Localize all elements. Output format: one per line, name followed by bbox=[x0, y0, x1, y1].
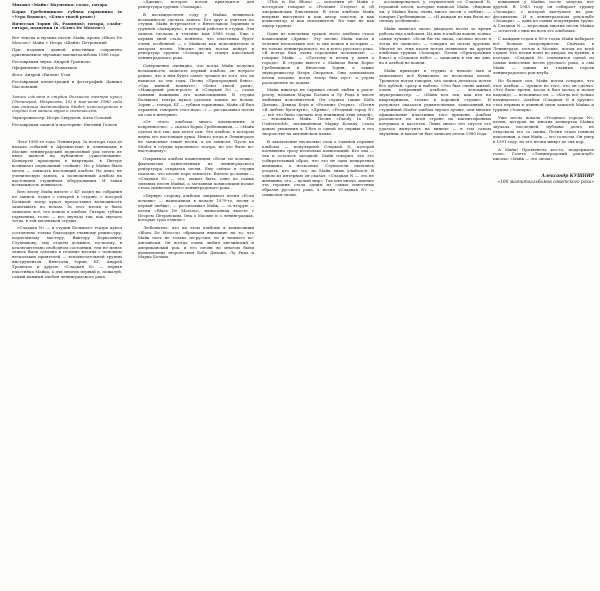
column-2 bbox=[138, 0, 254, 263]
body-paragraph: А Майк! Прозвенела кто-то, поддержала голос. Газета «Ленинградский рок-клуб» писала: «Майк — это эпоха». bbox=[493, 146, 594, 162]
body-paragraph: Но больше сил, Майк потом говорил, что этот альбом — лучшее из того, что он сделал. «Это было время, когда я был молод и полон надежд», — вспоминал он. — «Когда всё только начиналось». Альбом «Сладкая N и другие» стал первым в длинной цепи записей Майка и группы «Зоопарк». bbox=[493, 77, 594, 112]
body-paragraph: В восьмидесятом году у Майка появилась возможность сделать запись. Его друг и учитель по студии, Майк встречается с Вячеславом Зориным и группой «Аквариум», в которой работал в студии. Эти записи сделали в течение мая 1980 года. Уже с первых дней стало понятно, что пластинка будет очень особенной — с Майком как исполнителем и автором песен. Многие песни потом войдут в репертуар группы «Зоопарк» и станут классикой ленинградского рока. bbox=[138, 11, 254, 61]
body-paragraph: Любопытно, что на этом альбоме в композиции «Blues De Moscou» обращаем внимание на то, что Майк поет не только по-русски, но и немного по-английски. Он всегда очень любил английский и американский рок, и его песни во многом были вдохновлены творчеством Боба Дилана, Лу Рида и Марка Болана. bbox=[138, 225, 254, 260]
column-4 bbox=[379, 0, 491, 140]
source-book: «100 магнитоальбомов советского рока» bbox=[497, 179, 594, 185]
body-paragraph: Совершенно очевидно, что когда Майк получил возможность записать первый альбом, он всерьез решил, что в нём будет самое лучшее из того, что он написал за эти годы. Песни «Пригородный блюз», «Ода ванной комнате», «Блюз твоей реки», «Мажорный рок-н-ролл» и «Сладкая N» — стали самыми важными его композициями. В студии Большого театра кукол сделали запись по ночам. Зорин — гитара, БГ — губная гармоника. Майк «Я был отравлен, говорить стал мало...» — рассказывал потом он сам в интервью. bbox=[138, 63, 254, 117]
column-5 bbox=[493, 0, 594, 185]
body-paragraph: Лето 1980-го года. Ленинград. За полтора года до начала событий в Афганистане и олимпиады в Москве ленинградский подпольный рок почти не имел шансов на публичное существование. Концерты проходили в квартирах, в Питере возникает подпольный «сейшн». Но у Майка была мечта — записать настоящий альбом. Не демо, не ученическую запись, а полноценный альбом на настоящем студийном оборудовании. И такая возможность появилась. bbox=[12, 138, 122, 188]
body-paragraph: «От этого альбома много вдохновения и искренности», — сказал Борис Гребенщиков, — «Майк сделал всё так, как хотел сам. Это альбом, в котором видна его настоящая душа. Никто тогда в Ленинграде не записывал такие песни, а он записал. Пусть на Studer в студии кукольного театра, но это было по-настоящему». bbox=[138, 119, 254, 154]
body-paragraph: Майк приходит в студию в начале мая и записывает всё буквально за несколько ночей. Тропилло потом говорил, что запись делалась почти без дублей, сразу и набело. «Это был очень живой, очень искренний альбом», — вспоминал звукорежиссер. — «Майк пел так, как пел на квартирниках, только в хорошей студии». И результат оказался удивительным: записанный на студийный Studer альбом звучал лучше, чем многие официальные пластинки того времени. Альбом разошелся по всей стране на магнитофонных катушках и кассетах. Лишь много лет спустя его удалось выпустить на виниле — в том самом звучании, в каком он был записан летом 1980 года. bbox=[379, 67, 491, 136]
author-name: Александр КУШНИР bbox=[541, 174, 594, 180]
credit-line: Вячеслав Зорин (К. Рахимов): гитара, слайд-гитара, подпевки (в «Блюз De Moscou») bbox=[12, 20, 122, 31]
body-paragraph: В заключение несколько слов о главной героине альбома — популярной Сладкой N, которой посвящена сразу несколько композиций. Кто она — так и осталось загадкой. Майк говорил, что это собирательный образ, что это не одна конкретная женщина, а несколько. Слушатели пытались угадать, кто же это, но Майк лишь улыбался. В одном из интервью он сказал: «Сладкая N — это не женщина, это — целый мир». Так или иначе, именно эта героиня стала одним из самых известных образов русского рока, а песня «Сладкая N» — символом эпохи. bbox=[262, 138, 374, 198]
credit-line: Запись сделана в студии большого театра кукол (Ленинград, Некрасова, 10) в мае-июне 1980 года при помощи магнитофона Studer, используемого в студии для записи звука к спектаклям. bbox=[12, 93, 122, 114]
body-paragraph: Уже после вокала «Уездного города N», песни, которая на многих концертах Майка звучала последней, публика долго не отпускала его со сцены. Песня стала гимном поколения, а сам Майк — его голосом. Он умер в 1991 году, но его песни живут до сих пор. bbox=[493, 114, 594, 144]
credit-line: Борис Гребенщиков: губная гармоника (в «Утро Вдовея», «Блюз твоей реки») bbox=[12, 8, 122, 19]
body-paragraph: С каждым годом в 80-х годах Майк набирает всё больше популярности. Сначала в Ленинграде, потом в Москве, потом по всей стране. Его песни поют во дворах, на кухнях, в поездах. «Сладкая N» становится одной из самых известных песен русского рока, а сам Майк — одним из главных героев ленинградского рок-клуба. bbox=[493, 35, 594, 75]
body-paragraph: «Первую сторону альбома закрывает песня «Если хочешь» — написанная в начале 1979-го, песня о первой любви», — рассказывал Майк, — «а вторую — песня «Blues De Moscou», написанная вместе с Игорем Петровским. Она о Москве и о ленинградцах, которые туда ездили.» bbox=[138, 193, 254, 223]
body-paragraph: Открывала альбом композиция «Если ты хочешь», фактически единственная из ленинградского репертуара открытая песня. Ему сейчас в студии сказали, что песню пора записать. Вплоть до конца — «Сладкая N» — это, может быть, одна из самых сильных песен Майка, а заглавная композиция позже стала символом всего ленинградского рока. bbox=[138, 156, 254, 191]
body-paragraph: ассоциировалась у слушателей со Сладкой N, героиней песен, которые написал Майк. «Видишь ли, у Майка было очень много песен о любви», — говорил Гребенщиков. — «И каждая из них была по-своему особенной». bbox=[379, 0, 491, 24]
credit-line: Оформление: Игорь Ковальков bbox=[12, 65, 77, 71]
credit-line: Фото: Андрей «Вилли» Усов bbox=[12, 72, 71, 78]
signature-block bbox=[493, 174, 594, 185]
body-paragraph: Майк написал около двадцати песен за время работы над альбомом. Из них в альбом вошли только самые лучшие. «Если бы ты знала, сколько песен я тогда не записал», — говорил он потом друзьям. Многие из этих песен потом появились на других альбомах группы «Зоопарк». Песни «Пригородный блюз» и «Седьмое небо» — записаны в эти же дни, но в альбом не вошли. bbox=[379, 26, 491, 66]
credit-line: Реставрация иллюстраций и фотографий: Даниил Масловский bbox=[12, 79, 122, 89]
body-paragraph: «Сладкая N» — в студии Большого театра кукол составлено только благодаря главному режиссеру, подпольному мастеру, Виктору Борисовичу Студенцову; ему отдаём должное, по-моему, в исключительно свободном состоянии, тем не менее запись была сделана в течение месяца с помощью нескольких приятелей — вспомогательной группы инструментов. Вячеслав Зорин, БГ, Андрей Тропилло и другие. «Сладкая N» — первая пластинка Майка, а для многих первый и, пожалуй, самый важный альбом ленинградского рока. bbox=[12, 225, 122, 279]
credit-line: Все тексты и музыка песен: Майк, кроме «Blues De Moscou»: Майк + Игорь «Шайн» Петровский bbox=[12, 35, 122, 46]
body-paragraph: «Джеки», которое потом пригодится для репертуара группы «Зоопарк». bbox=[138, 0, 254, 9]
credit-line: Звукорежиссер: Игорь Свердлов, Алла Соловей bbox=[12, 115, 112, 121]
body-paragraph: Майк никогда не скрывал своей любви к рок-н-роллу, называя Марка Болана и Лу Рида в числе любимых исполнителей. Он слушал также Боба Дилана, Дэвида Боуи и «Роллинг Стоунз». «Песня «Я люблю буги-вуги», «Дрянь», «Уездный город N» — всё это было сделано под влиянием этих людей», — вспоминал Майк. Песня «Dandy In The Underworld», посвящённая Марку Болану, стала данью уважения к T.Rex и одной из первых в его творчестве на английском языке. bbox=[262, 87, 374, 136]
column-1 bbox=[12, 3, 122, 282]
column-3 bbox=[262, 0, 374, 201]
body-paragraph: Всю весну Майк вместе с БГ ходил на собрания по записи, ездил с гитарой в студию, с которой Большой театр кукол предоставил возможность записывать по ночам. За этот месяц и было записано всё, что вошло в альбом. Гитары, губная гармоника, голос — все звучало так, как звучало тогда, в той маленькой студии. bbox=[12, 189, 122, 224]
credit-line: Михаил «Майк» Науменко: голос, гитара bbox=[12, 2, 108, 7]
credit-line: Реставрация записи и мастеринг: Евгений Галеев bbox=[12, 122, 117, 128]
body-paragraph: ковшовым у Майка после запуска нет друзей. В 1983 году он собирает группу «Зоопарк», с которой выступает на рок-фестивалях. И в ленинградском рок-клубе «Зоопарк» — одна из самых популярных групп. А Сладкая N — персонаж многих песен Майка — остается с ним на всех его альбомах. bbox=[493, 0, 594, 34]
body-paragraph: Один из ключевых треков этого альбома стала композиция «Дрянь». Эту песню Майк писал в течение нескольких лет, и она вошла в историю — не только ленинградского, но и всего русского рока. «Я всегда был очень городским человеком», — говорил Майк. — «Поэтому и песни у меня о городе». В студии вместе с Майком были Борис Гребенщиков и Вячеслав Зорин, а также звукорежиссер Игорь Свердлов. Они записывали песни ночами, когда театр был пуст, а утром расходились по домам. bbox=[262, 31, 374, 85]
credit-line: При издании данной пластинки сохранено оригинальное звучание магнитоальбома 1980 года. bbox=[12, 46, 122, 57]
body-paragraph: «This is the Blues» — исполняя её Майк с восторгом говорил о «Роллинг Стоунз» и об американских блюзменах. В этом альбоме Майк впервые выступает и как автор текстов, и как композитор, и как исполнитель. Но ещё не как лидер группы. bbox=[262, 0, 374, 29]
credit-line: Реставрация звука: Андрей Тропилло bbox=[12, 58, 91, 64]
